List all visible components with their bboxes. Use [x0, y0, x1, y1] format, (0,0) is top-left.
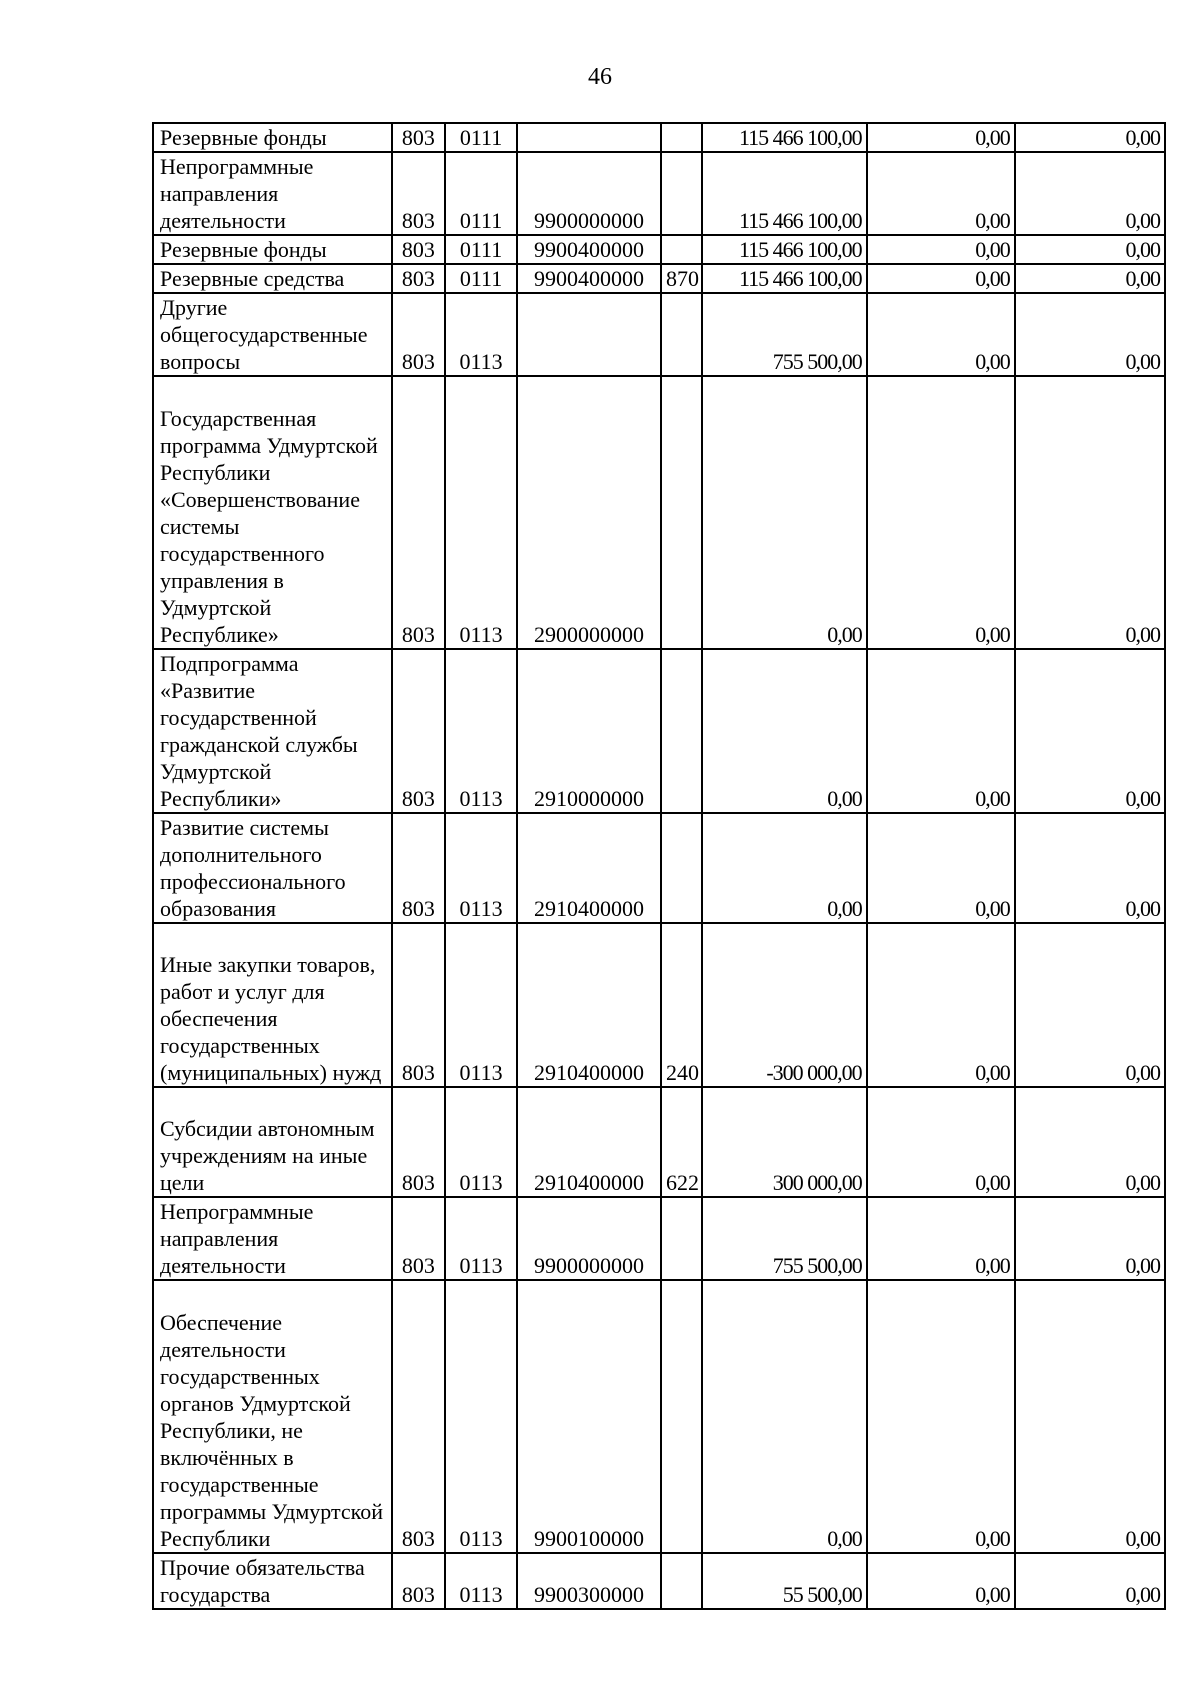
section-code-cell: 0113 — [445, 1553, 517, 1609]
amount-cell-2: 0,00 — [867, 1197, 1015, 1280]
amount-cell-1: -300 000,00 — [702, 923, 867, 1087]
target-article-cell: 9900000000 — [517, 1197, 661, 1280]
target-article-cell: 9900400000 — [517, 235, 661, 264]
section-code-cell: 0113 — [445, 813, 517, 923]
expense-name-cell: Другие общегосударственные вопросы — [153, 293, 392, 376]
target-article-cell — [517, 123, 661, 152]
table-row — [153, 293, 1165, 376]
expense-type-cell — [661, 813, 702, 923]
amount-cell-3: 0,00 — [1015, 123, 1165, 152]
amount-cell-1: 755 500,00 — [702, 293, 867, 376]
table-row — [153, 1280, 1165, 1553]
expense-type-cell: 870 — [661, 264, 702, 293]
expense-name-cell: Резервные средства — [153, 264, 392, 293]
table-row — [153, 1197, 1165, 1280]
amount-cell-2: 0,00 — [867, 1087, 1015, 1197]
amount-cell-3: 0,00 — [1015, 1087, 1165, 1197]
ministry-code-cell: 803 — [392, 264, 445, 293]
table-row — [153, 813, 1165, 923]
expense-name-cell: Подпрограмма «Развитие государственной гражданской службы Удмуртской Республики» — [153, 649, 392, 813]
section-code-cell: 0113 — [445, 923, 517, 1087]
table-row — [153, 235, 1165, 264]
table-row — [153, 1087, 1165, 1197]
expense-type-cell — [661, 152, 702, 235]
amount-cell-1: 0,00 — [702, 376, 867, 649]
amount-cell-2: 0,00 — [867, 1280, 1015, 1553]
expense-type-cell — [661, 235, 702, 264]
target-article-cell: 2910000000 — [517, 649, 661, 813]
amount-cell-2: 0,00 — [867, 264, 1015, 293]
target-article-cell: 2910400000 — [517, 1087, 661, 1197]
section-code-cell: 0113 — [445, 1280, 517, 1553]
section-code-cell: 0111 — [445, 152, 517, 235]
amount-cell-1: 0,00 — [702, 649, 867, 813]
ministry-code-cell: 803 — [392, 293, 445, 376]
amount-cell-3: 0,00 — [1015, 1553, 1165, 1609]
expense-name-cell: Государственная программа Удмуртской Республики «Совершенствование системы государственного управления в Удмуртской Республике» — [153, 376, 392, 649]
amount-cell-2: 0,00 — [867, 813, 1015, 923]
amount-cell-1: 115 466 100,00 — [702, 152, 867, 235]
table-row — [153, 1553, 1165, 1609]
target-article-cell: 9900400000 — [517, 264, 661, 293]
budget-table — [152, 122, 1166, 1610]
expense-type-cell — [661, 1553, 702, 1609]
amount-cell-3: 0,00 — [1015, 264, 1165, 293]
ministry-code-cell: 803 — [392, 1280, 445, 1553]
expense-type-cell: 622 — [661, 1087, 702, 1197]
expense-name-cell: Субсидии автономным учреждениям на иные цели — [153, 1087, 392, 1197]
expense-type-cell — [661, 1197, 702, 1280]
amount-cell-2: 0,00 — [867, 649, 1015, 813]
amount-cell-1: 55 500,00 — [702, 1553, 867, 1609]
amount-cell-1: 115 466 100,00 — [702, 264, 867, 293]
ministry-code-cell: 803 — [392, 123, 445, 152]
target-article-cell: 2900000000 — [517, 376, 661, 649]
amount-cell-1: 755 500,00 — [702, 1197, 867, 1280]
section-code-cell: 0111 — [445, 264, 517, 293]
expense-name-cell: Непрограммные направления деятельности — [153, 1197, 392, 1280]
amount-cell-2: 0,00 — [867, 152, 1015, 235]
expense-type-cell — [661, 376, 702, 649]
page-number: 46 — [588, 64, 612, 90]
section-code-cell: 0113 — [445, 1087, 517, 1197]
section-code-cell: 0113 — [445, 376, 517, 649]
ministry-code-cell: 803 — [392, 649, 445, 813]
target-article-cell: 2910400000 — [517, 923, 661, 1087]
budget-table-body — [153, 123, 1165, 1609]
amount-cell-3: 0,00 — [1015, 293, 1165, 376]
expense-name-cell: Прочие обязательства государства — [153, 1553, 392, 1609]
amount-cell-2: 0,00 — [867, 293, 1015, 376]
ministry-code-cell: 803 — [392, 1197, 445, 1280]
section-code-cell: 0113 — [445, 1197, 517, 1280]
amount-cell-3: 0,00 — [1015, 649, 1165, 813]
expense-type-cell — [661, 1280, 702, 1553]
table-row — [153, 649, 1165, 813]
target-article-cell: 9900100000 — [517, 1280, 661, 1553]
target-article-cell: 9900000000 — [517, 152, 661, 235]
table-row — [153, 264, 1165, 293]
amount-cell-2: 0,00 — [867, 123, 1015, 152]
amount-cell-2: 0,00 — [867, 1553, 1015, 1609]
expense-name-cell: Резервные фонды — [153, 235, 392, 264]
section-code-cell: 0111 — [445, 235, 517, 264]
budget-table-container — [152, 122, 1166, 1610]
amount-cell-2: 0,00 — [867, 923, 1015, 1087]
amount-cell-1: 0,00 — [702, 813, 867, 923]
ministry-code-cell: 803 — [392, 923, 445, 1087]
section-code-cell: 0111 — [445, 123, 517, 152]
amount-cell-3: 0,00 — [1015, 235, 1165, 264]
expense-name-cell: Непрограммные направления деятельности — [153, 152, 392, 235]
ministry-code-cell: 803 — [392, 1553, 445, 1609]
table-row — [153, 123, 1165, 152]
amount-cell-2: 0,00 — [867, 235, 1015, 264]
amount-cell-1: 300 000,00 — [702, 1087, 867, 1197]
amount-cell-3: 0,00 — [1015, 1197, 1165, 1280]
section-code-cell: 0113 — [445, 649, 517, 813]
ministry-code-cell: 803 — [392, 235, 445, 264]
amount-cell-3: 0,00 — [1015, 152, 1165, 235]
expense-type-cell: 240 — [661, 923, 702, 1087]
table-row — [153, 152, 1165, 235]
amount-cell-1: 115 466 100,00 — [702, 235, 867, 264]
expense-name-cell: Развитие системы дополнительного профессионального образования — [153, 813, 392, 923]
expense-name-cell: Иные закупки товаров, работ и услуг для обеспечения государственных (муниципальных) нужд — [153, 923, 392, 1087]
target-article-cell: 9900300000 — [517, 1553, 661, 1609]
expense-type-cell — [661, 123, 702, 152]
section-code-cell: 0113 — [445, 293, 517, 376]
table-row — [153, 923, 1165, 1087]
amount-cell-3: 0,00 — [1015, 813, 1165, 923]
amount-cell-1: 0,00 — [702, 1280, 867, 1553]
amount-cell-3: 0,00 — [1015, 376, 1165, 649]
amount-cell-3: 0,00 — [1015, 1280, 1165, 1553]
table-row — [153, 376, 1165, 649]
ministry-code-cell: 803 — [392, 1087, 445, 1197]
expense-type-cell — [661, 293, 702, 376]
target-article-cell — [517, 293, 661, 376]
ministry-code-cell: 803 — [392, 376, 445, 649]
ministry-code-cell: 803 — [392, 813, 445, 923]
expense-type-cell — [661, 649, 702, 813]
expense-name-cell: Обеспечение деятельности государственных органов Удмуртской Республики, не включённых в государственные программы Удмуртской Республики — [153, 1280, 392, 1553]
ministry-code-cell: 803 — [392, 152, 445, 235]
expense-name-cell: Резервные фонды — [153, 123, 392, 152]
amount-cell-3: 0,00 — [1015, 923, 1165, 1087]
amount-cell-1: 115 466 100,00 — [702, 123, 867, 152]
amount-cell-2: 0,00 — [867, 376, 1015, 649]
target-article-cell: 2910400000 — [517, 813, 661, 923]
